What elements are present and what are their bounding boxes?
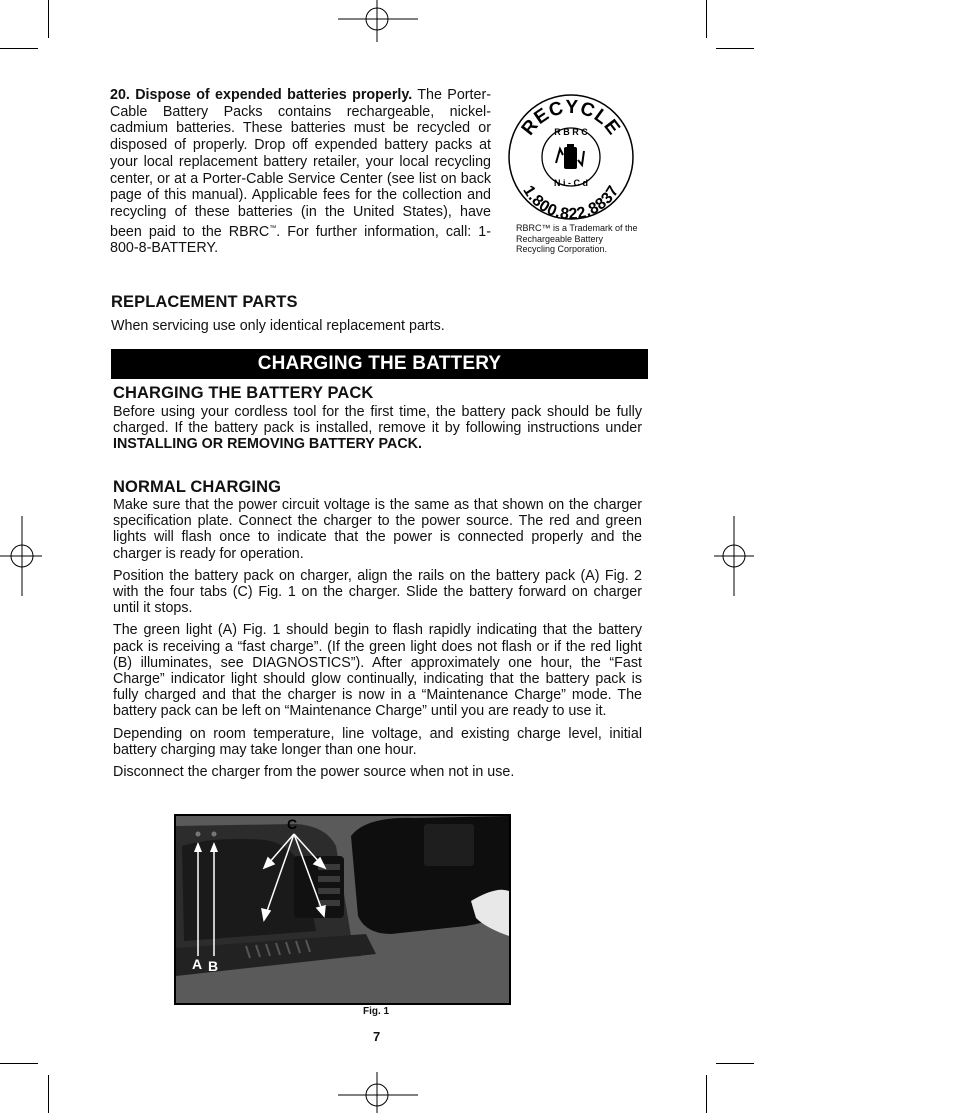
crop-mark (716, 48, 754, 49)
rbrc-recycle-seal (507, 93, 635, 221)
page-number: 7 (373, 1029, 381, 1044)
charging-pack-paragraph (113, 404, 642, 453)
replacement-parts-text: When servicing use only identical replacement parts. (111, 318, 445, 334)
registration-mark-top (338, 0, 418, 44)
normal-charging-paragraph: The green light (A) Fig. 1 should begin to flash rapidly indicating that the battery pack is receiving a “fast charge”. (If the green light does not flash or if the red light (B) illuminates, see DIAGNOSTICS”). After approximately one hour, the “Fast Charge” indicator light should glow continually, indicating that the battery pack is fully charged and that the charger is now in a “Maintenance Charge” mode. The battery pack can be left on “Maintenance Charge” until you are ready to use it. (113, 622, 642, 720)
charging-pack-text: Before using your cordless tool for the first time, the battery pack should be fully charged. If the battery pack is installed, remove it by following instructions under (113, 404, 642, 437)
normal-charging-paragraph: Position the battery pack on charger, align the rails on the battery pack (A) Fig. 2 with the four tabs (C) Fig. 1 on the charger. Slide the battery forward on charger until it stops. (113, 567, 642, 617)
registration-mark-right (712, 516, 754, 596)
normal-charging-heading: NORMAL CHARGING (113, 478, 282, 496)
installing-reference: INSTALLING OR REMOVING BATTERY PACK. (113, 436, 422, 453)
dispose-text: The Porter-Cable Battery Packs contains rechargeable, nickel-cadmium batteries. These batteries must be recycled or disposed of properly. Drop off expended battery packs at your local replacement battery retailer, your local recycling center, or at a Porter-Cable Service Center (see list on back page of this manual). Applicable fees for the collection and recycling of these batteries (in the United States), have been paid to the RBRC (110, 87, 492, 240)
charger-illustration (176, 816, 509, 1003)
replacement-parts-heading: REPLACEMENT PARTS (111, 293, 298, 311)
dispose-text-end: . For further information, call: 1-800-8-BATTERY. (110, 223, 491, 257)
crop-mark (0, 48, 38, 49)
crop-mark (0, 1063, 38, 1064)
charging-pack-heading: CHARGING THE BATTERY PACK (113, 384, 374, 402)
trademark-symbol: ™ (269, 224, 277, 232)
label-b: B (208, 958, 219, 974)
normal-charging-paragraph: Depending on room temperature, line voltage, and existing charge level, initial battery charging may take longer than one hour. (113, 725, 642, 758)
dispose-heading: 20. Dispose of expended batteries properly. (110, 87, 413, 103)
label-c: C (287, 816, 298, 832)
crop-mark (706, 0, 707, 38)
crop-mark (48, 0, 49, 38)
label-a: A (192, 956, 203, 972)
crop-mark (716, 1063, 754, 1064)
normal-charging-paragraph: Disconnect the charger from the power source when not in use. (113, 764, 515, 781)
recycle-word: RECYCLE (517, 96, 625, 140)
figure-caption: Fig. 1 (363, 1006, 390, 1017)
registration-mark-left (0, 516, 44, 596)
crop-mark (48, 1075, 49, 1113)
registration-mark-bottom (338, 1072, 418, 1113)
nicd-letters: N i - C d (554, 178, 588, 188)
rbrc-letters: R B R C (554, 127, 588, 137)
rbrc-trademark-caption: RBRC™ is a Trademark of the Rechargeable Battery Recycling Corporation. (516, 223, 638, 254)
section-banner: CHARGING THE BATTERY (111, 349, 648, 379)
dispose-batteries-paragraph (110, 87, 491, 257)
charger-photo (174, 814, 511, 1005)
crop-mark (706, 1075, 707, 1113)
normal-charging-paragraph: Make sure that the power circuit voltage is the same as that shown on the charger specification plate. Connect the charger to the power source. The red and green lights will flash once to indicate that the power is connected properly and the charger is ready for operation. (113, 497, 642, 562)
recycle-phone: 1.800.822.8837 (519, 182, 623, 221)
normal-charging-body (113, 497, 642, 786)
